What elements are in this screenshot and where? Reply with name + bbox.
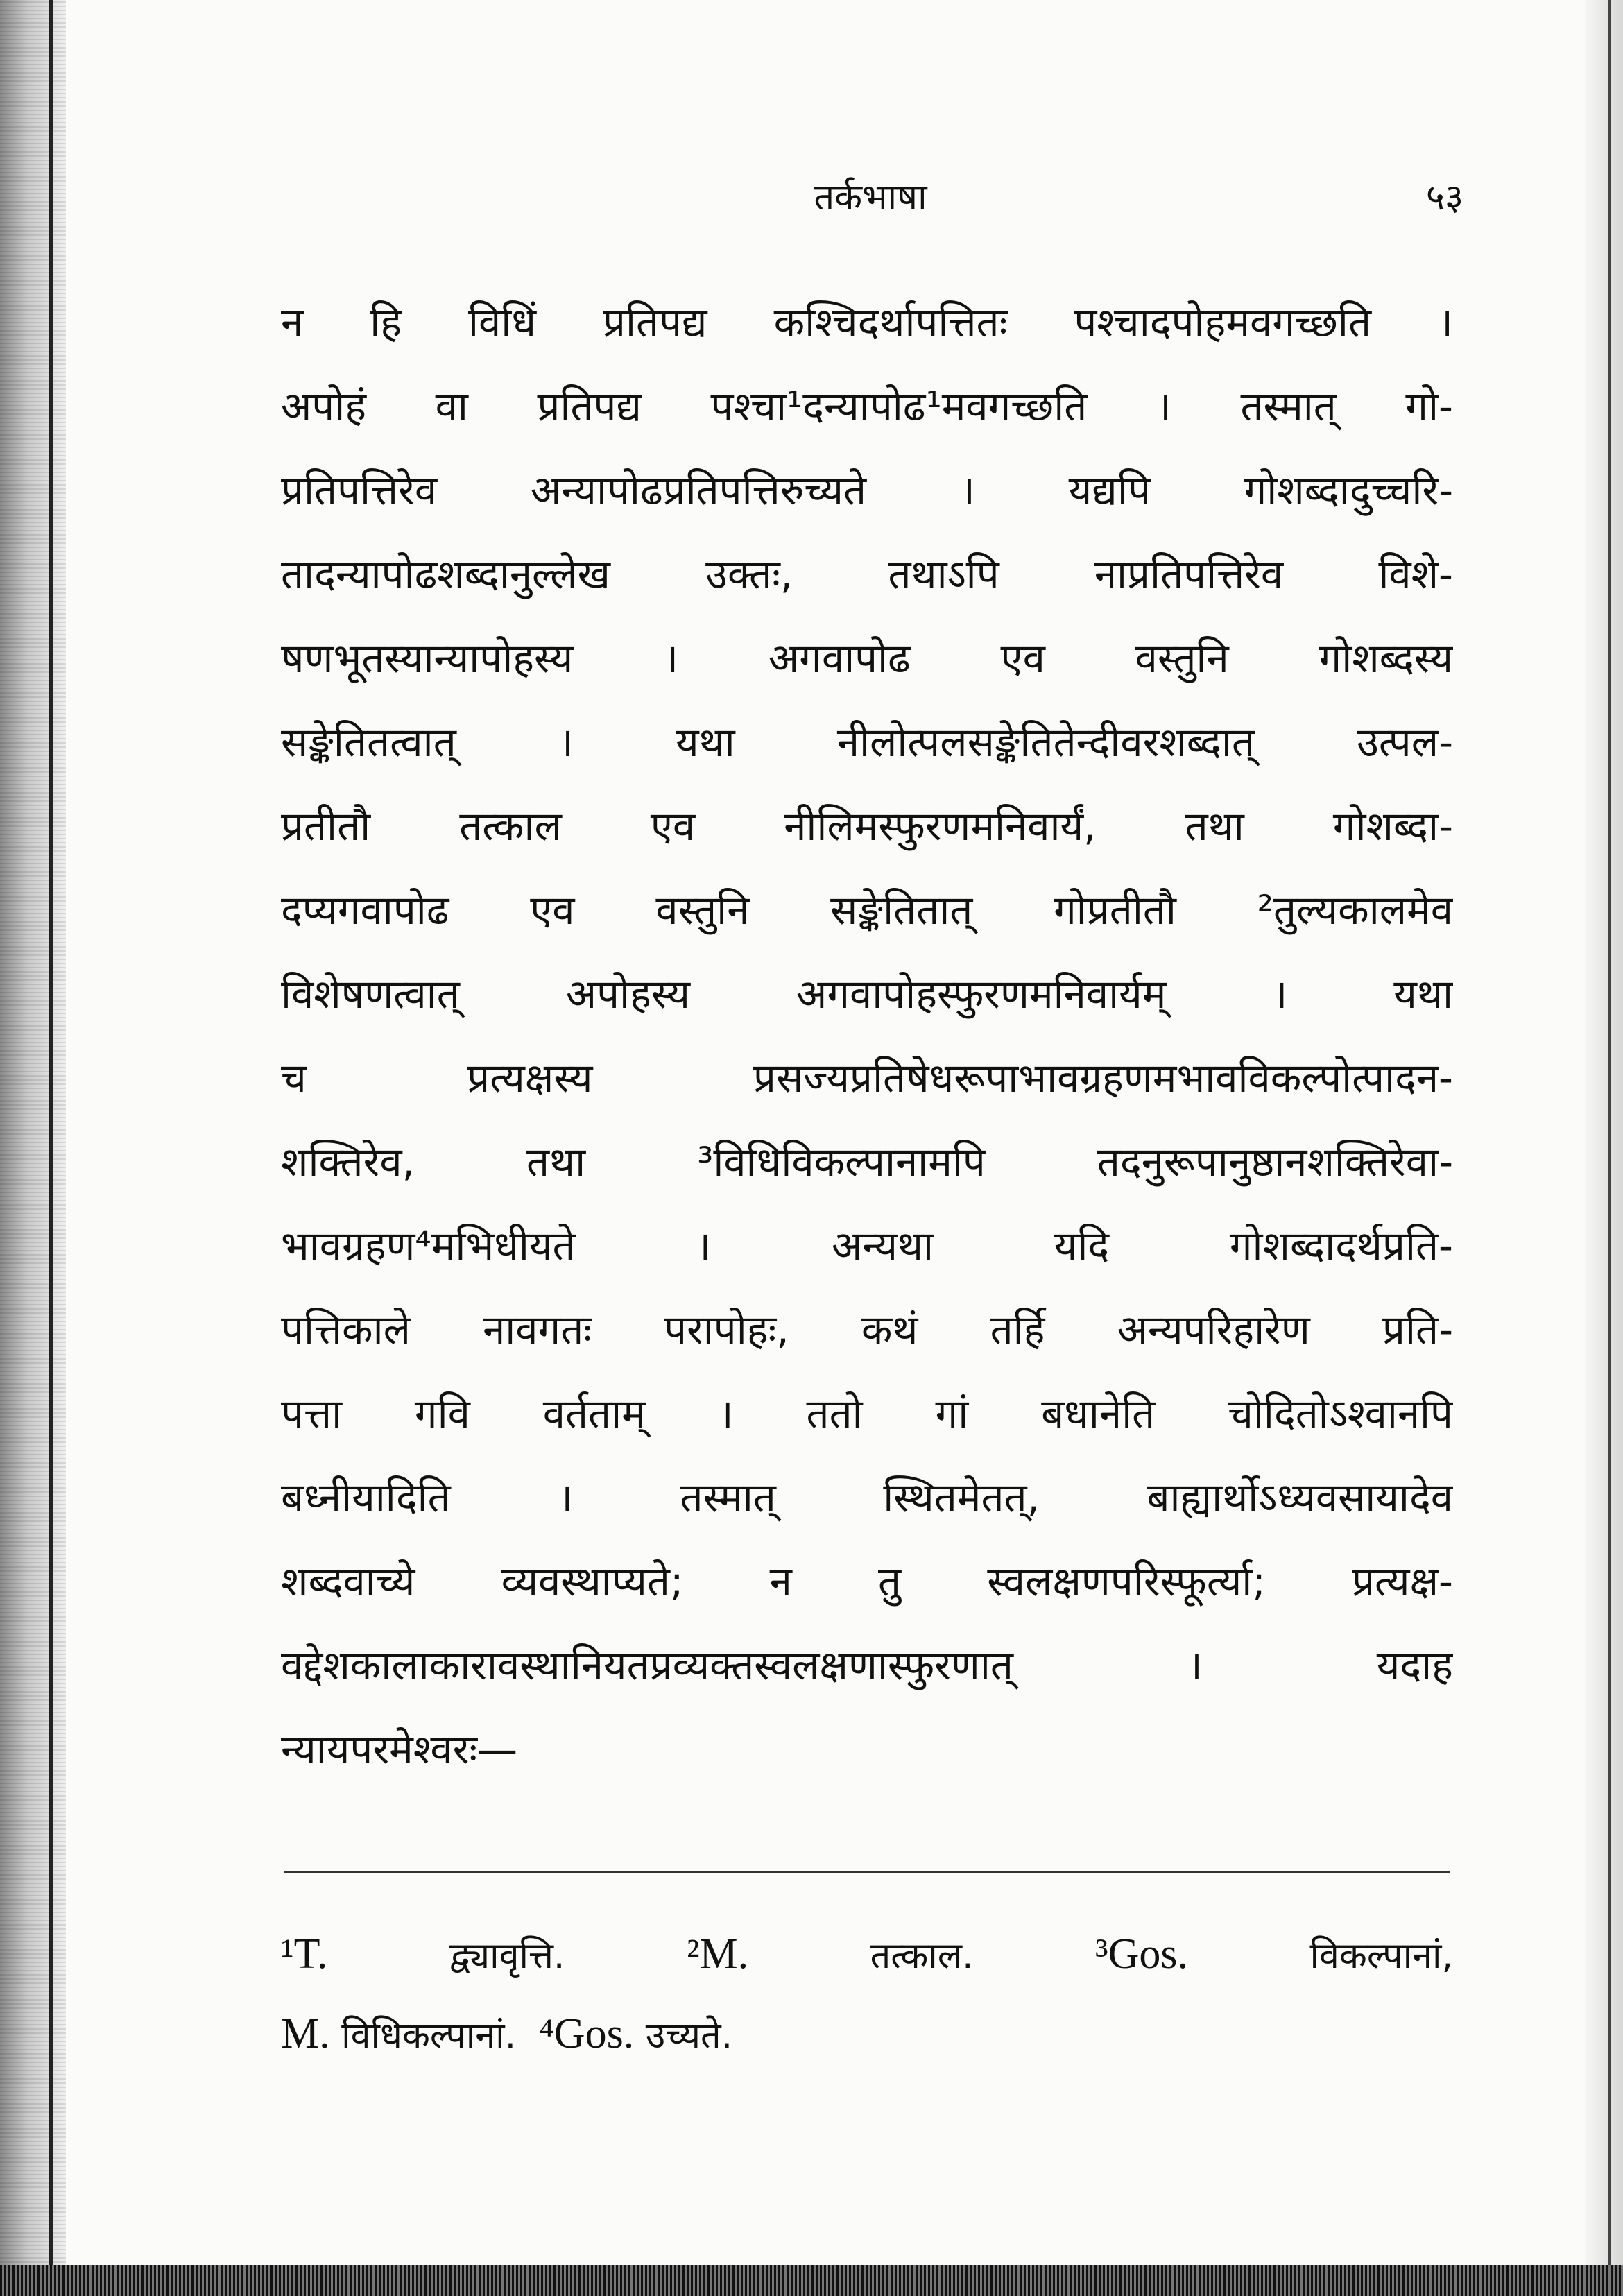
text-line: च प्रत्यक्षस्य प्रसज्यप्रतिषेधरूपाभावग्रहणमभावविकल्पोत्पादन-: [281, 1054, 1453, 1102]
footnote-source: Gos.: [553, 2010, 635, 2057]
footnote-text: विधिकल्पानां.: [341, 2015, 517, 2057]
footnote-text: तत्काल.: [870, 1935, 974, 1977]
footnote-text: द्व्यावृत्ति.: [449, 1935, 565, 1977]
text-line: विशेषणत्वात् अपोहस्य अगवापोहस्फुरणमनिवार्यम् । यथा: [281, 970, 1453, 1018]
page-bottom-edge: [0, 2265, 1623, 2296]
text-line: प्रतीतौ तत्काल एव नीलिमस्फुरणमनिवार्यं, तथा गोशब्दा-: [281, 803, 1453, 850]
text-line: न हि विधिं प्रतिपद्य कश्चिदर्थापत्तितः पश्चादपोहमवगच्छति ।: [281, 299, 1453, 346]
page-number: ५३: [1425, 177, 1463, 219]
running-header: [277, 166, 1463, 229]
text-line: षणभूतस्यान्यापोहस्य । अगवापोढ एव वस्तुनि गोशब्दस्य: [281, 635, 1453, 682]
footnote-text: उच्यते.: [645, 2015, 733, 2057]
text-line: शब्दवाच्ये व्यवस्थाप्यते; न तु स्वलक्षणपरिस्फूर्त्या; प्रत्यक्ष-: [281, 1558, 1453, 1605]
text-line: वद्देशकालाकारावस्थानियतप्रव्यक्तस्वलक्षणास्फुरणात् । यदाह: [281, 1642, 1453, 1689]
footnote-marker: ⁴: [539, 2010, 554, 2057]
footnote-line: [281, 1914, 1453, 1994]
page-right-edge: [1585, 0, 1623, 2296]
text-line: सङ्केतितत्वात् । यथा नीलोत्पलसङ्केतितेन्दीवरशब्दात् उत्पल-: [281, 719, 1453, 766]
footnote-separator: [284, 1871, 1450, 1873]
text-line: शक्तिरेव, तथा ³विधिविकल्पानामपि तदनुरूपानुष्ठानशक्तिरेवा-: [281, 1138, 1453, 1185]
main-text: [281, 281, 1453, 1792]
footnote-source: M.: [281, 2010, 330, 2057]
text-line: पत्तिकाले नावगतः परापोहः, कथं तर्हि अन्यपरिहारेण प्रति-: [281, 1306, 1453, 1353]
footnote-marker: ²: [686, 1930, 700, 1978]
text-line: पत्ता गवि वर्तताम् । ततो गां बधानेति चोदितोऽश्वानपि: [281, 1390, 1453, 1437]
page-right-edge-line: [1608, 0, 1611, 2296]
text-line: दप्यगवापोढ एव वस्तुनि सङ्केतितात् गोप्रतीतौ ²तुल्यकालमेव: [281, 886, 1453, 934]
text-line: तादन्यापोढशब्दानुल्लेख उक्तः, तथाऽपि नाप्रतिपत्तिरेव विशे-: [281, 551, 1453, 598]
footnote-source: M.: [699, 1930, 749, 1978]
text-line: भावग्रहण⁴मभिधीयते । अन्यथा यदि गोशब्दादर्थप्रति-: [281, 1222, 1453, 1269]
text-line: बध्नीयादिति । तस्मात् स्थितमेतत्, बाह्यार्थोऽध्यवसायादेव: [281, 1474, 1453, 1521]
footnotes: [281, 1914, 1453, 2074]
footnote-text: विकल्पानां,: [1309, 1935, 1453, 1977]
text-line: अपोहं वा प्रतिपद्य पश्चा¹दन्यापोढ¹मवगच्छति । तस्मात् गो-: [281, 383, 1453, 430]
binding-line: [49, 0, 53, 2296]
text-line: न्यायपरमेश्वरः—: [281, 1726, 518, 1773]
footnote-marker: ³: [1095, 1930, 1108, 1978]
book-binding-edge: [0, 0, 66, 2296]
footnote-marker: ¹: [281, 1930, 294, 1978]
footnote-source: T.: [293, 1930, 328, 1978]
text-line: प्रतिपत्तिरेव अन्यापोढप्रतिपत्तिरुच्यते । यद्यपि गोशब्दादुच्चरि-: [281, 467, 1453, 514]
footnote-line: [281, 1994, 1453, 2074]
running-title: तर्कभाषा: [814, 177, 927, 219]
footnote-source: Gos.: [1108, 1930, 1189, 1978]
